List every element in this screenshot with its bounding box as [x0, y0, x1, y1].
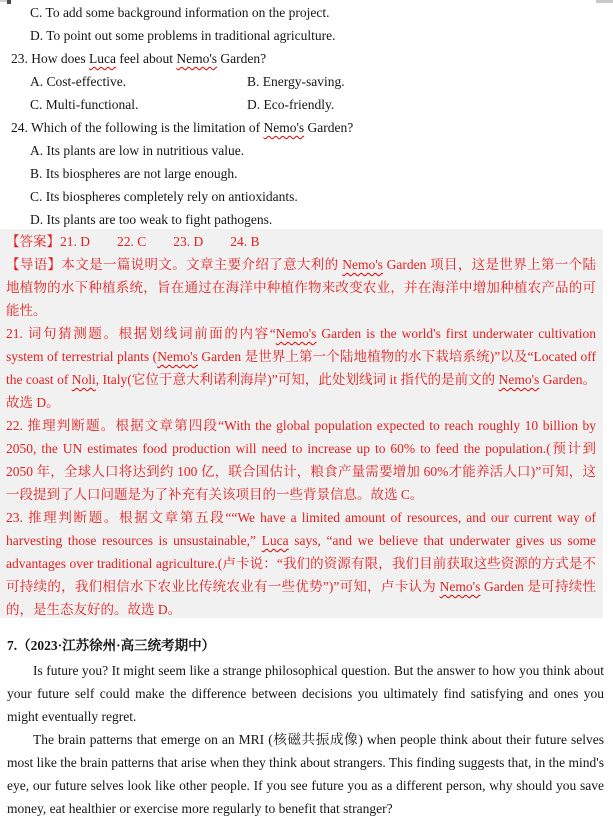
answer-explanation-block	[0, 229, 603, 618]
spellcheck-flagged-word: Nemo's	[498, 372, 540, 387]
explanation-23	[6, 506, 596, 618]
text-segment: , Italy(它位于意大利诺利海岸)”可知，此处划线词 it 指代的是前文的	[95, 372, 499, 387]
question-23-options-row-1	[0, 70, 613, 93]
question-24-option-d: D. Its plants are too weak to fight pathogens.	[30, 212, 273, 227]
spellcheck-flagged-word: Nemo's	[342, 257, 383, 272]
question-24-option-a: A. Its plants are low in nutritious value.	[30, 143, 245, 158]
lead-in-paragraph	[6, 253, 596, 322]
text-segment: Garden is the world's first underwater cultivation system of terrestrial plants (	[6, 326, 596, 364]
spellcheck-flagged-word: Nemo's	[157, 349, 198, 364]
text-segment: Garden?	[304, 120, 354, 135]
spellcheck-flagged-word: Nemo's	[176, 51, 218, 66]
spellcheck-flagged-word: Noli	[71, 372, 96, 387]
passage-paragraph-2: The brain patterns that emerge on an MRI (核磁共振成像) when people think about their future selves most like the brain patterns that arise when they think about strangers. This finding suggests that, in the mind's eye, our future selves look like other people. If you see future you as a different person, why should you save money, eat healthier or exercise more regularly to benefit that stranger?	[7, 732, 604, 816]
text-segment: Garden 项目，这是世界上第一个陆地植物的水下种植系统，旨在通过在海洋中种植作物来改变农业，并在海洋中增加种植农产品的可能性。	[6, 257, 597, 318]
question-24-option-b: B. Its biospheres are not large enough.	[30, 166, 238, 181]
question-section	[0, 0, 613, 229]
question-23-option-b: B. Energy-saving.	[247, 74, 345, 89]
passage-paragraph-1: Is future you? It might seem like a strange philosophical question. But the answer to how you think about your future self could make the difference between decisions you ultimately find satisfying and ones you might eventually regret.	[7, 663, 604, 724]
question-23-option-a: A. Cost-effective.	[30, 74, 127, 89]
text-segment: 24. Which of the following is the limitation of	[11, 120, 264, 135]
explanation-22	[6, 414, 596, 506]
question-23-option-d: D. Eco-friendly.	[247, 97, 335, 112]
explanation-21	[6, 322, 596, 414]
question-24-stem	[0, 116, 613, 139]
passage-source-heading: 7.（2023·江苏徐州·高三统考期中）	[7, 638, 216, 653]
question-23-option-c: C. Multi-functional.	[30, 97, 139, 112]
spellcheck-flagged-word: Nemo's	[263, 120, 305, 135]
next-passage-section	[0, 618, 613, 820]
spellcheck-flagged-word: Nemo's	[439, 579, 481, 594]
text-segment: 21. 词句猜测题。根据划线词前面的内容“	[6, 326, 276, 341]
text-segment: Garden。故选 D。	[6, 372, 596, 410]
spellcheck-flagged-word: Luca	[261, 533, 289, 548]
screen-edge-artifact-left-dot	[7, 0, 11, 4]
text-segment: Garden 是世界上第一个陆地植物的水下栽培系统)”以及“Located off the coast of	[6, 349, 596, 387]
screen-edge-artifact-right	[596, 0, 613, 3]
question-24-option-c: C. Its biospheres completely rely on antioxidants.	[30, 189, 298, 204]
text-segment: 23. 推理判断题。根据文章第五段““We have a limited amount of resources, and our current way of harvesting those resources is unsustainable,”	[6, 510, 596, 548]
text-segment: feel about	[115, 51, 177, 66]
spellcheck-flagged-word: Nemo's	[275, 326, 317, 341]
question-23-options-row-2	[0, 93, 613, 116]
text-segment: Garden?	[217, 51, 267, 66]
text-segment: 【导语】本文是一篇说明文。文章主要介绍了意大利的	[6, 257, 343, 272]
text-segment: says, “and we believe that underwater gives us some advantages over traditional agriculture.(卢卡说：“我们的资源有限，我们目前获取这些资源的方式是不可持续的，我们相信水下农业比传统农业有一些优势”)”可知，卢卡认为	[6, 533, 596, 594]
spellcheck-flagged-word: Luca	[89, 51, 116, 66]
prev-question-option-c: C. To add some background information on the project.	[30, 5, 330, 20]
text-segment: 23. How does	[11, 51, 89, 66]
text-segment: Garden 是可持续性的，是生态友好的。故选 D。	[6, 579, 596, 617]
answers-line: 【答案】21. D 22. C 23. D 24. B	[6, 234, 260, 249]
text-segment: 22. 推理判断题。根据文章第四段“With the global population expected to reach roughly 10 billion by 2050, the UN estimates food production will need to increase up to 60% to feed the population.(预计到 2050 年，全球人口将达到约 100 亿，联合国估计，粮食产量需要增加 60%才能养活人口)”可知，这一段提到了人口问题是为了补充有关该项目的一些背景信息。故选 C。	[6, 418, 596, 502]
question-23-stem	[0, 47, 613, 70]
prev-question-option-d: D. To point out some problems in traditional agriculture.	[30, 28, 336, 43]
